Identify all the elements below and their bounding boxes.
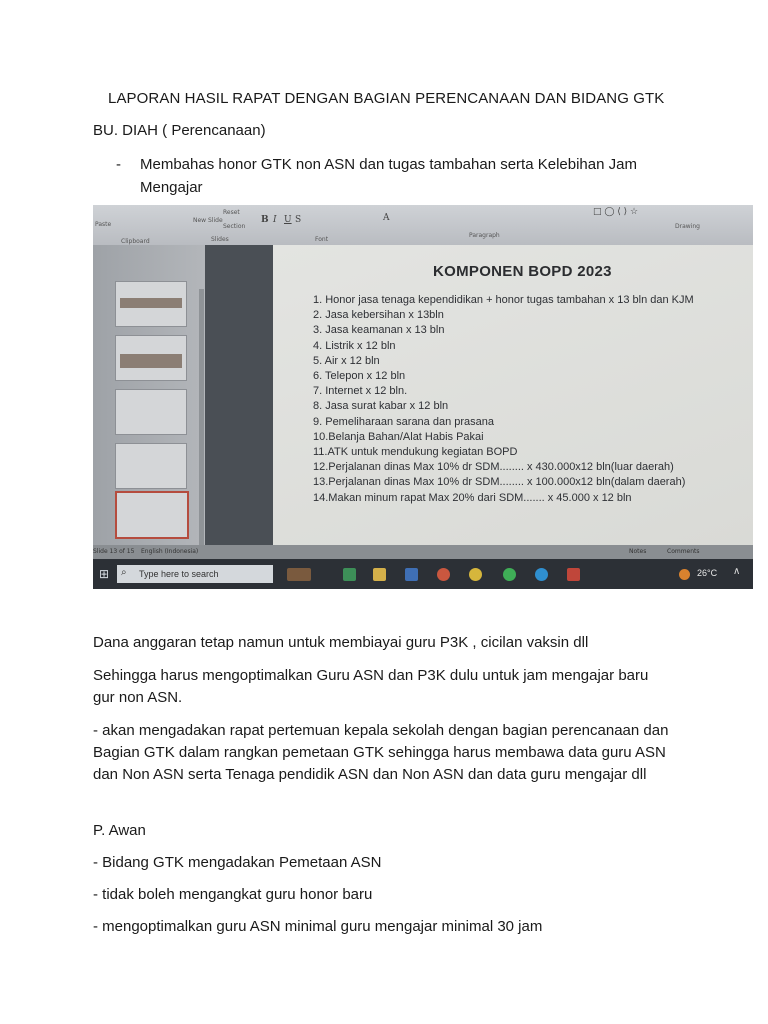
ribbon-section-label: Section (223, 223, 246, 230)
ppt-ribbon (93, 205, 753, 245)
slide-list-item: 11.ATK untuk mendukung kegiatan BOPD (313, 446, 518, 459)
slide-thumbnail (115, 389, 187, 435)
document-title: LAPORAN HASIL RAPAT DENGAN BAGIAN PERENCANAAN DAN BIDANG GTK (108, 90, 665, 107)
slide-list-item: 8. Jasa surat kabar x 12 bln (313, 400, 449, 413)
excel-icon[interactable] (343, 568, 356, 581)
language-indicator: English (Indonesia) (141, 548, 199, 555)
slide-list-item: 6. Telepon x 12 bln (313, 370, 406, 383)
chrome-icon[interactable] (469, 568, 482, 581)
ribbon-drawing-label: Drawing (675, 223, 700, 230)
slide-canvas (273, 245, 753, 545)
thumbnail-scrollbar (199, 289, 204, 579)
chevron-up-icon[interactable]: ∧ (733, 566, 741, 577)
comments-button[interactable]: Comments (667, 548, 700, 555)
ribbon-font-label: Font (315, 236, 329, 243)
notes-button[interactable]: Notes (629, 548, 647, 555)
paragraph-budget: Dana anggaran tetap namun untuk membiayai guru P3K , cicilan vaksin dll (93, 634, 589, 651)
font-color-icon: A (383, 213, 390, 223)
bullet-dash: - (116, 156, 121, 173)
slide-list-item: 5. Air x 12 bln (313, 354, 380, 367)
slide-list (313, 293, 694, 506)
slide-list-item: 9. Pemeliharaan sarana dan prasana (313, 415, 495, 428)
weather-icon (679, 569, 690, 580)
slide-list-item: 13.Perjalanan dinas Max 10% dr SDM........ x 100.000x12 bln(dalam daerah) (313, 476, 686, 489)
temperature: 26°C (697, 568, 718, 578)
search-placeholder: Type here to search (139, 569, 219, 579)
italic-icon: I (273, 215, 277, 225)
taskbar-search-box[interactable] (117, 565, 273, 583)
ribbon-slides-label: Slides (211, 236, 229, 243)
slide-list-item: 14.Makan minum rapat Max 20% dari SDM....... x 45.000 x 12 bln (313, 491, 632, 504)
ribbon-clipboard-label: Clipboard (121, 238, 150, 245)
slide-list-item: 10.Belanja Bahan/Alat Habis Pakai (313, 430, 484, 443)
file-explorer-icon[interactable] (373, 568, 386, 581)
slide-title: KOMPONEN BOPD 2023 (433, 263, 612, 280)
slide-thumbnail (115, 335, 187, 381)
bullet-text: Membahas honor GTK non ASN dan tugas tambahan serta Kelebihan Jam Mengajar (140, 156, 637, 196)
speaker-heading-diah: BU. DIAH ( Perencanaan) (93, 122, 266, 139)
ribbon-reset-label: Reset (223, 209, 240, 216)
windows-start-icon[interactable]: ⊞ (99, 567, 110, 581)
slide-list-item: 7. Internet x 12 bln. (313, 385, 408, 398)
list-item: - tidak boleh mengangkat guru honor baru (93, 886, 373, 903)
slide-list-item: 1. Honor jasa tenaga kependidikan + honor tugas tambahan x 13 bln dan KJM (313, 294, 694, 306)
slide-thumbnail-selected (115, 491, 189, 539)
ribbon-paste-label: Paste (95, 221, 112, 228)
list-item: - mengoptimalkan guru ASN minimal guru mengajar minimal 30 jam (93, 918, 543, 935)
slide-thumbnail (115, 443, 187, 489)
edge-icon[interactable] (535, 568, 548, 581)
pdf-reader-icon[interactable] (567, 568, 580, 581)
search-icon: ⌕ (121, 567, 127, 578)
slide-thumbnail (115, 281, 187, 327)
windows-taskbar (93, 559, 753, 589)
shapes-icon: □ ◯ ⟨ ⟩ ☆ (593, 207, 639, 217)
media-player-icon[interactable] (437, 568, 450, 581)
bold-icon: B (261, 215, 269, 225)
word-icon[interactable] (405, 568, 418, 581)
slide-list-item: 2. Jasa kebersihan x 13bln (313, 309, 444, 322)
ribbon-new-slide-label: New Slide (193, 217, 223, 224)
slide-list-item: 12.Perjalanan dinas Max 10% dr SDM........ x 430.000x12 bln(luar daerah) (313, 461, 674, 474)
list-item: - Bidang GTK mengadakan Pemetaan ASN (93, 854, 382, 871)
strikethrough-icon: S (295, 215, 302, 225)
ribbon-paragraph-label: Paragraph (469, 232, 500, 239)
slide-thumbnail-pane (93, 245, 205, 545)
slide-list-item: 4. Listrik x 12 bln (313, 339, 396, 352)
slide-photo (93, 205, 753, 589)
paragraph-meeting: - akan mengadakan rapat pertemuan kepala sekolah dengan bagian perencanaan dan Bagian GTK dalam rangkan pemetaan GTK sehingga harus membawa data guru ASN dan Non ASN serta Tenaga pendidik ASN dan Non ASN dan data guru mengajar dll (93, 722, 669, 783)
speaker-heading-awan: P. Awan (93, 822, 146, 839)
paragraph-optimize: Sehingga harus mengoptimalkan Guru ASN dan P3K dulu untuk jam mengajar baru gur non ASN. (93, 667, 649, 706)
underline-icon: U (284, 215, 292, 225)
wallpaper-widget-icon[interactable] (287, 568, 311, 581)
ppt-status-bar (93, 545, 753, 559)
slide-list-item: 3. Jasa keamanan x 13 bln (313, 324, 445, 337)
slide-count: Slide 13 of 15 (93, 548, 135, 555)
whatsapp-icon[interactable] (503, 568, 516, 581)
